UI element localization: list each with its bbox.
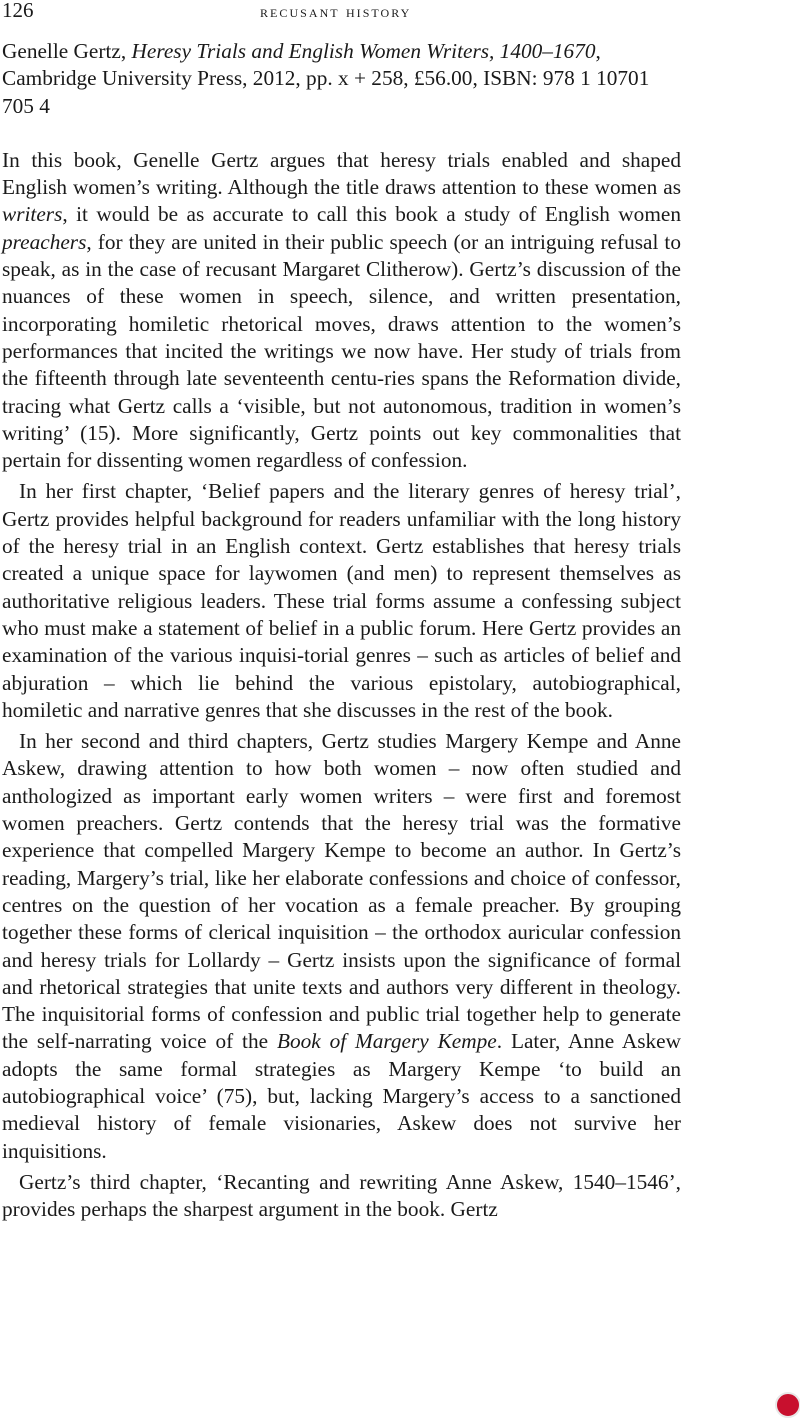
emphasis-book-title: Book of Margery Kempe bbox=[276, 1029, 497, 1054]
book-citation bbox=[2, 38, 681, 120]
review-content bbox=[2, 38, 681, 1223]
paragraph-text: , it would be as accurate to call this book a study of English women bbox=[62, 202, 681, 227]
citation-book-title: Heresy Trials and English Women Writers, 1400–1670 bbox=[131, 39, 596, 63]
review-paragraph-4: Gertz’s third chapter, ‘Recanting and rewriting Anne Askew, 1540–1546’, provides perhaps the sharpest argument in the book. Gertz bbox=[2, 1169, 681, 1222]
review-paragraph-3 bbox=[2, 728, 681, 1165]
running-head bbox=[2, 0, 684, 24]
corner-badge-icon bbox=[775, 1392, 800, 1418]
review-paragraph-2: In her first chapter, ‘Belief papers and the literary genres of heresy trial’, Gertz provides helpful background for readers unfamiliar with the long history of the heresy trial in an English context. Gertz establishes that heresy trials created a unique space for laywomen (and men) to represent themselves as authoritative religious leaders. These trial forms assume a confessing subject who must make a statement of belief in a public forum. Here Gertz provides an examination of the various inquisi-torial genres – such as articles of belief and abjuration – which lie behind the various epistolary, autobiographical, homiletic and narrative genres that she discusses in the rest of the book. bbox=[2, 479, 681, 722]
review-paragraph-1 bbox=[2, 147, 681, 475]
journal-title: recusant history bbox=[260, 2, 412, 21]
page-number: 126 bbox=[2, 0, 34, 22]
paragraph-text: In her second and third chapters, Gertz studies Margery Kempe and Anne Askew, drawing attention to how both women – now often studied and anthologized as important early women writers – were first and foremost women preachers. Gertz contends that the heresy trial was the formative experience that compelled Margery Kempe to become an author. In Gertz’s reading, Margery’s trial, like her elaborate confessions and choice of confessor, centres on the question of her vocation as a female preacher. By grouping together these forms of clerical inquisition – the orthodox auricular confession and heresy trials for Lollardy – Gertz insists upon the significance of formal and rhetorical strategies that unite texts and authors very different in theology. The inquisitorial forms of confession and public trial together help to generate the self-narrating voice of the bbox=[2, 729, 681, 1054]
paragraph-text: , for they are united in their public speech (or an intriguing refusal to speak, as in the case of recusant Margaret Clitherow). Gertz’s discussion of the nuances of these women in speech, silence, and written presentation, incorporating homiletic rhetorical moves, draws attention to the women’s performances that incited the writings we now have. Her study of trials from the fifteenth through late seventeenth centu-ries spans the Reformation divide, tracing what Gertz calls a ‘visible, but not autonomous, tradition in women’s writing’ (15). More significantly, Gertz points out key commonalities that pertain for dissenting women regardless of confession. bbox=[2, 229, 681, 473]
emphasis-writers: writers bbox=[2, 202, 63, 227]
citation-author: Genelle Gertz, bbox=[2, 39, 127, 63]
emphasis-preachers: preachers bbox=[2, 229, 87, 254]
paragraph-text: In this book, Genelle Gertz argues that heresy trials enabled and shaped English women’s writing. Although the title draws attention to these women as bbox=[2, 147, 681, 200]
paragraph-text: . Later, Anne Askew adopts the same formal strategies as Margery Kempe ‘to build an autobiographical voice’ (75), but, lacking Margery’s access to a sanctioned medieval history of female visionaries, Askew does not survive her inquisitions. bbox=[2, 1029, 681, 1163]
citation-details: , Cambridge University Press, 2012, pp. x + 258, £56.00, ISBN: 978 1 10701 705 4 bbox=[2, 39, 650, 118]
